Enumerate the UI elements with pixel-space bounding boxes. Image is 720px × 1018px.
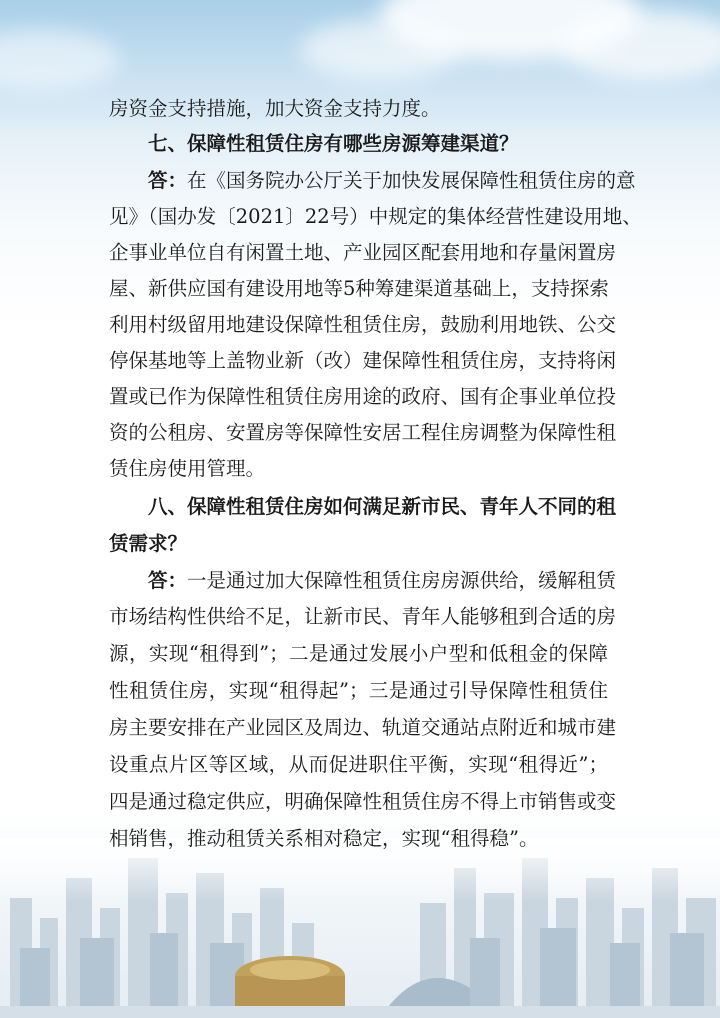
paragraph-line: 资的公租房、安置房等保障性安居工程住房调整为保障性租 xyxy=(109,421,617,444)
paragraph-line: 停保基地等上盖物业新（改）建保障性租赁住房，支持将闲 xyxy=(109,349,617,372)
city-skyline-illustration xyxy=(0,838,720,1018)
paragraph-line: 企事业单位自有闲置土地、产业园区配套用地和存量闲置房 xyxy=(109,241,617,264)
paragraph-line: 性租赁住房，实现“租得起”；三是通过引导保障性租赁住 xyxy=(109,679,608,702)
section-7-answer-first-line: 答：在《国务院办公厅关于加快发展保障性租赁住房的意 xyxy=(148,169,636,192)
section-8-answer-first-line: 答：一是通过加大保障性租赁住房房源供给，缓解租赁 xyxy=(148,569,617,592)
paragraph-line: 置或已作为保障性租赁住房用途的政府、国有企事业单位投 xyxy=(109,385,617,408)
paragraph-line: 房主要安排在产业园区及周边、轨道交通站点附近和城市建 xyxy=(109,716,617,739)
paragraph-line: 四是通过稳定供应，明确保障性租赁住房不得上市销售或变 xyxy=(109,790,617,813)
paragraph-line: 源，实现“租得到”；二是通过发展小户型和低租金的保障 xyxy=(109,642,608,665)
answer-label: 答： xyxy=(148,569,188,592)
paragraph-line: 设重点片区等区域，从而促进职住平衡，实现“租得近”； xyxy=(109,753,608,776)
paragraph-line: 屋、新供应国有建设用地等5种筹建渠道基础上，支持探索 xyxy=(109,277,609,300)
background-cloud xyxy=(0,30,120,90)
background-cloud xyxy=(300,20,460,80)
paragraph-line: 市场结构性供给不足，让新市民、青年人能够租到合适的房 xyxy=(109,605,617,628)
section-8-heading-continued: 赁需求？ xyxy=(109,532,188,555)
section-8-heading: 八、保障性租赁住房如何满足新市民、青年人不同的租 xyxy=(148,495,617,518)
background-cloud xyxy=(560,10,720,80)
paragraph-line: 相销售，推动租赁关系相对稳定，实现“租得稳”。 xyxy=(109,827,539,850)
paragraph-line: 房资金支持措施，加大资金支持力度。 xyxy=(109,97,441,120)
paragraph-line: 利用村级留用地建设保障性租赁住房，鼓励利用地铁、公交 xyxy=(109,313,617,336)
answer-label: 答： xyxy=(148,169,188,192)
paragraph-line: 见》（国办发〔2021〕22号）中规定的集体经营性建设用地、 xyxy=(109,205,642,228)
section-7-heading: 七、保障性租赁住房有哪些房源筹建渠道？ xyxy=(148,132,519,155)
paragraph-line: 赁住房使用管理。 xyxy=(109,457,266,480)
